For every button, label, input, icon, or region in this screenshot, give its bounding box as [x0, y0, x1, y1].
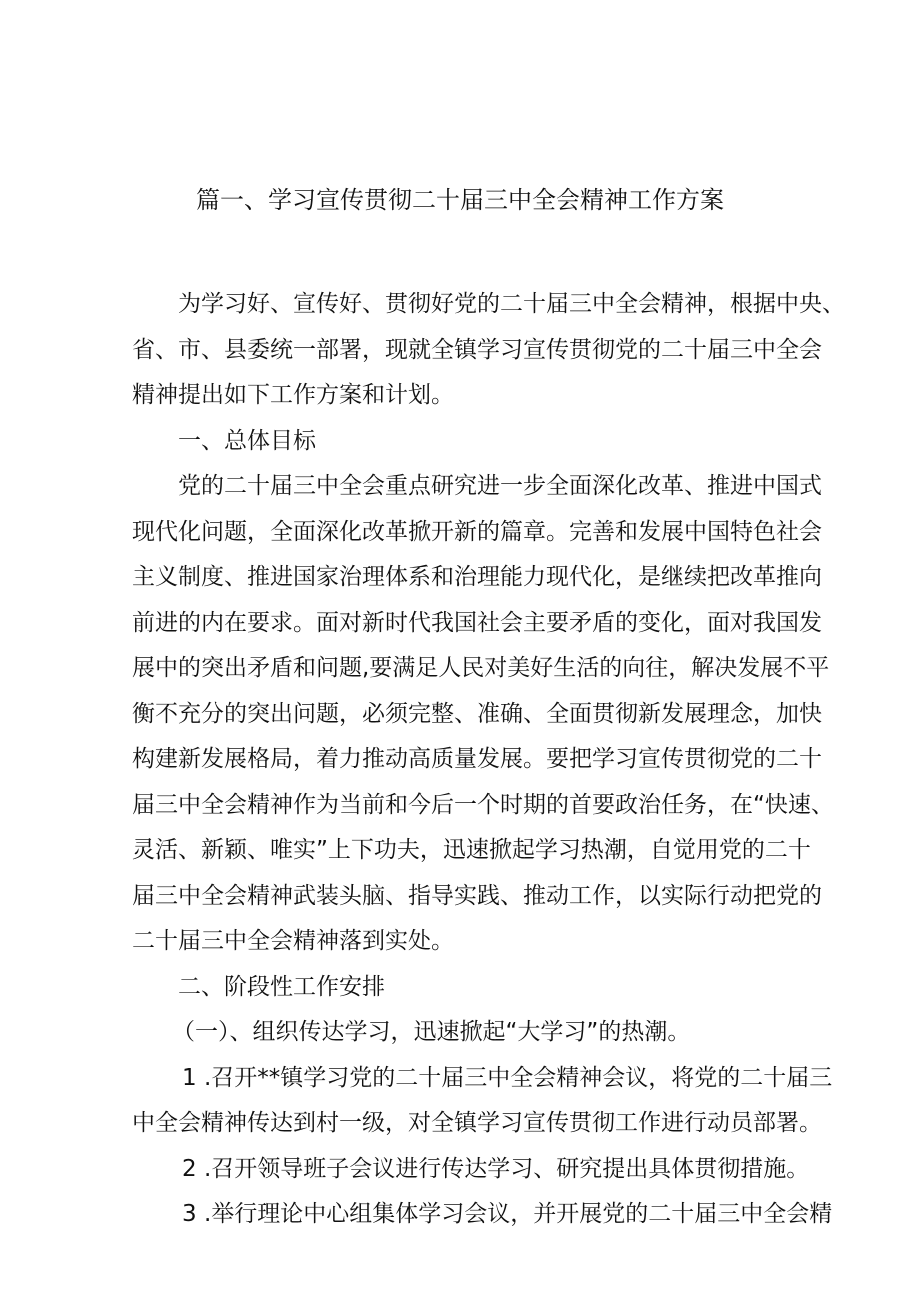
paragraph-line: 灵活、新颖、唯实”上下功夫，迅速掀起学习热潮，自觉用党的二十: [132, 837, 811, 863]
list-item-line: 中全会精神传达到村一级，对全镇学习宣传贯彻工作进行动员部署。: [132, 1110, 822, 1136]
document-title: 篇一、学习宣传贯彻二十届三中全会精神工作方案: [196, 186, 724, 214]
section-heading: 一、总体目标: [178, 427, 316, 454]
paragraph-line: 现代化问题，全面深化改革掀开新的篇章。完善和发展中国特色社会: [132, 518, 822, 545]
section-heading: 二、阶段性工作安排: [178, 973, 385, 1000]
list-item-line: 1 .召开**镇学习党的二十届三中全会精神会议，将党的二十届三: [182, 1064, 833, 1091]
paragraph-line: 展中的突出矛盾和问题,要满足人民对美好生活的向往，解决发展不平: [132, 655, 830, 681]
paragraph-line: 构建新发展格局，着力推动高质量发展。要把学习宣传贯彻党的二十: [132, 746, 822, 772]
list-item-line: 2 .召开领导班子会议进行传达学习、研究提出具体贯彻措施。: [182, 1155, 810, 1182]
paragraph-line: 党的二十届三中全会重点研究进一步全面深化改革、推进中国式: [178, 473, 822, 499]
paragraph-line: 二十届三中全会精神落到实处。: [132, 928, 454, 954]
paragraph-line: 衡不充分的突出问题，必须完整、准确、全面贯彻新发展理念，加快: [132, 700, 822, 727]
paragraph-line: 届三中全会精神作为当前和今后一个时期的首要政治任务，在“快速、: [132, 791, 834, 818]
paragraph-line: 省、市、县委统一部署，现就全镇学习宣传贯彻党的二十届三中全会: [132, 336, 822, 363]
paragraph-line: 前进的内在要求。面对新时代我国社会主要矛盾的变化，面对我国发: [132, 609, 822, 636]
paragraph-line: 为学习好、宣传好、贯彻好党的二十届三中全会精神，根据中央、: [178, 291, 845, 317]
paragraph-line: 精神提出如下工作方案和计划。: [132, 382, 454, 408]
document-body: [132, 282, 845, 1238]
subsection-heading: （一）、组织传达学习，迅速掀起“大学习”的热潮。: [172, 1019, 691, 1045]
paragraph-line: 届三中全会精神武装头脑、指导实践、推动工作，以实际行动把党的: [132, 882, 822, 909]
list-item-line: 3 .举行理论中心组集体学习会议，并开展党的二十届三中全会精: [182, 1201, 833, 1227]
paragraph-line: 主义制度、推进国家治理体系和治理能力现代化，是继续把改革推向: [132, 564, 822, 590]
